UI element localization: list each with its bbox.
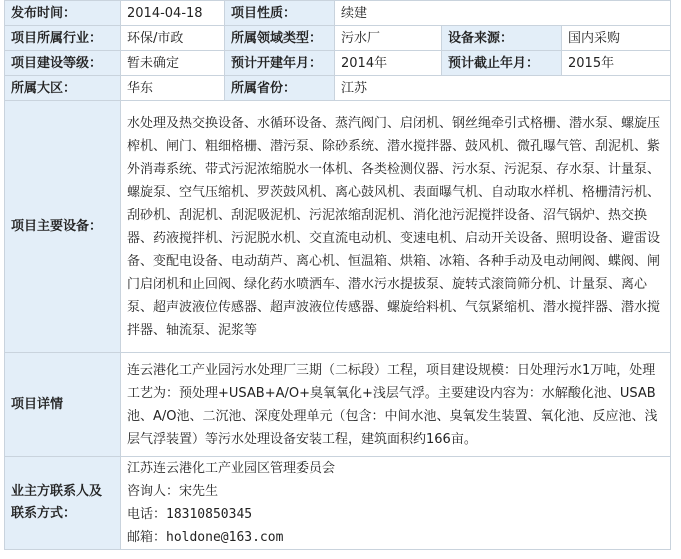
province-value: 江苏	[335, 76, 671, 101]
main-equipment-value: 水处理及热交换设备、水循环设备、蒸汽阀门、启闭机、钢丝绳牵引式格栅、潜水泵、螺旋压榨机、闸门、粗细格栅、潜污泵、除砂系统、潜水搅拌器、鼓风机、微孔曝气管、刮泥机、紫外消毒系统、带式污泥浓缩脱水一体机、各类检测仪器、污水泵、污泥泵、存水泵、计量泵、螺旋泵、空气压缩机、罗茨鼓风机、离心鼓风机、表面曝气机、自动取水样机、格栅清污机、刮砂机、刮泥机、刮泥吸泥机、污泥浓缩刮泥机、消化池污泥搅拌设备、沼气锅炉、热交换器、药液搅拌机、污泥脱水机、交直流电动机、变速电机、启动开关设备、照明设备、避雷设备、变配电设备、电动葫芦、离心机、恒温箱、烘箱、冰箱、各种手动及电动闸阀、蝶阀、闸门启闭机和止回阀、绿化药水喷洒车、潜水污水提拔泵、旋转式滚筒筛分机、计量泵、离心泵、超声波液位传感器、超声波液位传感器、螺旋给料机、气氛紧缩机、潜水搅拌器、潜水搅拌器、轴流泵、泥浆等	[121, 101, 671, 353]
details-label: 项目详情	[5, 353, 121, 457]
expected-start-value: 2014年	[335, 51, 442, 76]
contact-value	[121, 457, 671, 550]
main-equipment-label: 项目主要设备：	[5, 101, 121, 353]
row-industry	[5, 26, 671, 51]
project-info-table	[4, 0, 671, 550]
field-type-label: 所属领域类型：	[225, 26, 335, 51]
row-region	[5, 76, 671, 101]
equipment-source-label: 设备来源：	[442, 26, 562, 51]
build-level-label: 项目建设等级：	[5, 51, 121, 76]
field-type-value: 污水厂	[335, 26, 442, 51]
expected-end-label: 预计截止年月：	[442, 51, 562, 76]
expected-end-value: 2015年	[562, 51, 671, 76]
project-nature-label: 项目性质：	[225, 1, 335, 26]
row-details	[5, 353, 671, 457]
region-value: 华东	[121, 76, 225, 101]
contact-org: 江苏连云港化工产业园区管理委员会	[127, 461, 336, 476]
row-main-equipment	[5, 101, 671, 353]
region-label: 所属大区：	[5, 76, 121, 101]
row-publish-time	[5, 1, 671, 26]
publish-time-value: 2014-04-18	[121, 1, 225, 26]
build-level-value: 暂未确定	[121, 51, 225, 76]
row-contact	[5, 457, 671, 550]
industry-label: 项目所属行业：	[5, 26, 121, 51]
contact-label: 业主方联系人及联系方式：	[5, 457, 121, 550]
publish-time-label: 发布时间：	[5, 1, 121, 26]
row-build-level	[5, 51, 671, 76]
project-nature-value: 续建	[335, 1, 671, 26]
details-value: 连云港化工产业园污水处理厂三期（二标段）工程，项目建设规模：日处理污水1万吨，处理工艺为：预处理+USAB+A/O+臭氧氧化+浅层气浮。主要建设内容为：水解酸化池、USAB池、A/O池、二沉池、深度处理单元（包含：中间水池、臭氧发生装置、氧化池、反应池、浅层气浮装置）等污水处理设备安装工程，建筑面积约166亩。	[121, 353, 671, 457]
expected-start-label: 预计开建年月：	[225, 51, 335, 76]
contact-phone: 电话：18310850345	[127, 507, 253, 522]
industry-value: 环保/市政	[121, 26, 225, 51]
province-label: 所属省份：	[225, 76, 335, 101]
contact-email: 邮箱：holdone@163.com	[127, 530, 284, 545]
contact-person: 咨询人：宋先生	[127, 484, 219, 499]
equipment-source-value: 国内采购	[562, 26, 671, 51]
